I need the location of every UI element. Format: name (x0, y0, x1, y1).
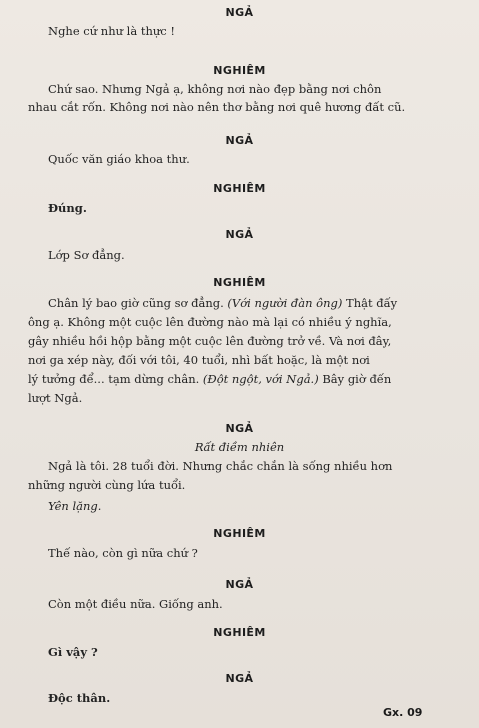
dialogue-line: ông ạ. Không một cuộc lên đường nào mà lại có nhiều ý nghĩa, (28, 315, 392, 329)
speaker-nghiem: NGHIÊM (213, 276, 266, 289)
dialogue-line (48, 296, 468, 311)
dialogue-line: Còn một điều nữa. Giống anh. (48, 597, 223, 611)
dialogue-line: Thế nào, còn gì nữa chứ ? (48, 546, 198, 560)
dialogue-text: Chân lý bao giờ cũng sơ đẳng. (48, 296, 224, 310)
speaker-nga: NGẢ (225, 228, 254, 241)
dialogue-line: lượt Ngả. (28, 391, 83, 405)
stage-direction: (Đột ngột, với Ngả.) (202, 372, 319, 386)
dialogue-line: Ngả là tôi. 28 tuổi đời. Nhưng chắc chắn là sống nhiều hơn (48, 459, 393, 473)
stage-direction: Yên lặng. (48, 499, 102, 513)
dialogue-line: Nghe cứ như là thực ! (48, 24, 176, 38)
dialogue-line: nhau cắt rốn. Không nơi nào nên thơ bằng nơi quê hương đất cũ. (28, 100, 406, 114)
dialogue-line: Lớp Sơ đẳng. (48, 248, 125, 262)
speaker-nga: NGẢ (225, 134, 254, 147)
speaker-nga: NGẢ (225, 6, 254, 19)
dialogue-line: gây nhiều hồi hộp bằng một cuộc lên đường trở về. Và nơi đây, (28, 334, 392, 348)
dialogue-line: nơi ga xép này, đối với tôi, 40 tuổi, nhì bất hoặc, là một nơi (28, 353, 370, 367)
page-number: Gx. 09 (383, 706, 423, 719)
dialogue-line: Chứ sao. Nhưng Ngả ạ, không nơi nào đẹp bằng nơi chôn (48, 82, 382, 96)
stage-direction: (Với người đàn ông) (227, 296, 343, 310)
dialogue-line: Đúng. (48, 201, 87, 215)
speaker-nghiem: NGHIÊM (213, 182, 266, 195)
dialogue-line: Quốc văn giáo khoa thư. (48, 152, 190, 166)
speaker-nghiem: NGHIÊM (213, 626, 266, 639)
dialogue-line: Độc thân. (48, 691, 111, 705)
speaker-nga: NGẢ (225, 422, 254, 435)
dialogue-line: những người cùng lứa tuổi. (28, 478, 186, 492)
speaker-nghiem: NGHIÊM (213, 64, 266, 77)
speaker-nghiem: NGHIÊM (213, 527, 266, 540)
stage-direction: Rất điềm nhiên (194, 440, 285, 454)
dialogue-text: lý tưởng để... tạm dừng chân. (28, 372, 200, 386)
speaker-nga: NGẢ (225, 672, 254, 685)
dialogue-line: Gì vậy ? (48, 645, 98, 659)
speaker-nga: NGẢ (225, 578, 254, 591)
dialogue-text: Bây giờ đến (322, 372, 392, 386)
dialogue-text: Thật đấy (346, 296, 398, 310)
dialogue-line (28, 372, 468, 387)
